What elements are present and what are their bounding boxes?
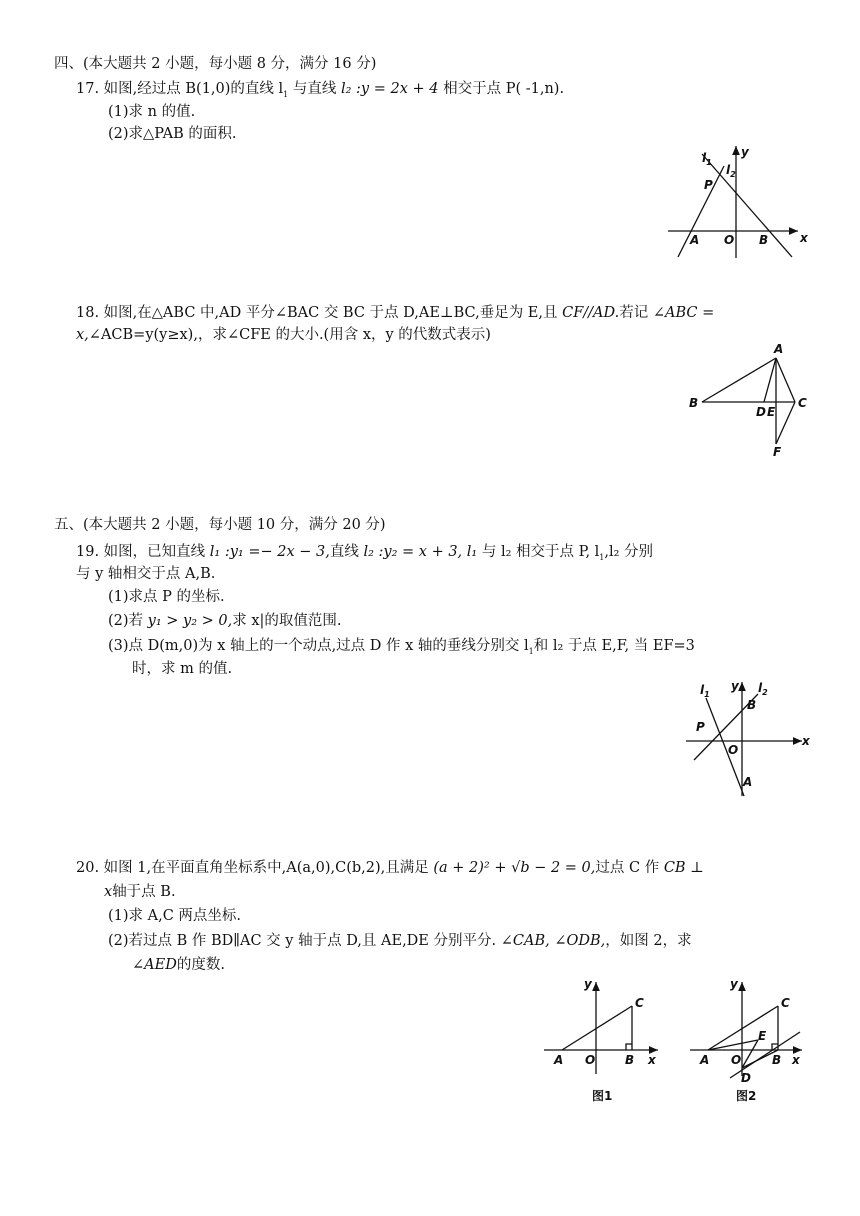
q18-stem-line2: x,∠ACB=y(y≥x),，求∠CFE 的大小.(用含 x，y 的代数式表示) bbox=[76, 327, 491, 343]
point-B-label: B bbox=[689, 396, 699, 410]
y-label: y bbox=[730, 977, 738, 991]
q19-stem-line1: 19. 如图，已知直线 l₁ :y₁ =− 2x − 3,直线 l₂ :y₂ = x + 3, l₁ 与 l₂ 相交于点 P, $l_1,l_2$ 分别 bbox=[76, 544, 654, 562]
y-label: y bbox=[731, 679, 739, 693]
figure-2-caption: 图2 bbox=[736, 1089, 757, 1103]
point-A-label: A bbox=[774, 342, 784, 356]
q19-part3-line1: (3)点 D(m,0)为 x 轴上的一个动点,过点 D 作 x 轴的垂线分别交 $l_1$和 l₂ 于点 E,F, 当 EF=3 bbox=[108, 638, 695, 656]
q17-figure bbox=[660, 140, 820, 265]
q19-part3-line2: 时，求 m 的值. bbox=[132, 661, 233, 677]
q17-part2: (2)求△PAB 的面积. bbox=[108, 126, 237, 142]
q17-part1: (1)求 n 的值. bbox=[108, 104, 196, 120]
point-B-label: B bbox=[772, 1053, 782, 1067]
point-C-label: C bbox=[781, 996, 790, 1010]
q19-part1: (1)求点 P 的坐标. bbox=[108, 589, 225, 605]
point-B-label: B bbox=[759, 233, 769, 247]
origin-label: O bbox=[728, 743, 739, 757]
x-label: x bbox=[800, 231, 808, 245]
q20-stem-line2: x轴于点 B. bbox=[104, 884, 176, 900]
origin-label: O bbox=[724, 233, 735, 247]
point-C-label: C bbox=[635, 996, 644, 1010]
point-E-label: E bbox=[767, 405, 776, 419]
q18-figure bbox=[680, 340, 820, 465]
segment-CF bbox=[776, 402, 795, 444]
q20-stem-line1: 20. 如图 1,在平面直角坐标系中,A(a,0),C(b,2),且满足 (a + 2)² + √b − 2 = 0,过点 C 作 CB ⊥ bbox=[76, 860, 704, 876]
l1-label: $l_1$ bbox=[702, 151, 712, 167]
point-E-label: E bbox=[758, 1029, 767, 1043]
line-l1 bbox=[706, 698, 744, 796]
point-D-label: D bbox=[741, 1071, 751, 1085]
l2-label: $l_2$ bbox=[758, 681, 768, 697]
section-5-header: 五、(本大题共 2 小题，每小题 10 分，满分 20 分) bbox=[54, 517, 386, 533]
segment-AC bbox=[562, 1006, 632, 1050]
x-label: x bbox=[802, 734, 810, 748]
q20-part1: (1)求 A,C 两点坐标. bbox=[108, 908, 242, 924]
l2-label: $l_2$ bbox=[726, 163, 736, 179]
q20-figure-1 bbox=[540, 974, 670, 1109]
point-A-label: A bbox=[743, 775, 753, 789]
origin-label: O bbox=[585, 1053, 596, 1067]
point-A-label: A bbox=[700, 1053, 710, 1067]
x-label: x bbox=[792, 1053, 800, 1067]
q20-part2-line1: (2)若过点 B 作 BD∥AC 交 y 轴于点 D,且 AE,DE 分别平分. ∠CAB, ∠ODB,，如图 2，求 bbox=[108, 933, 692, 949]
right-angle-mark bbox=[626, 1044, 632, 1050]
point-C-label: C bbox=[798, 396, 807, 410]
point-D-label: D bbox=[756, 405, 766, 419]
q17-stem: 17. 如图,经过点 B(1,0)的直线 $l_1$ 与直线 l₂ :y = 2x + 4 相交于点 P( -1,n). bbox=[76, 81, 565, 99]
point-A-label: A bbox=[690, 233, 700, 247]
q20-figure-2 bbox=[686, 974, 816, 1109]
y-label: y bbox=[584, 977, 592, 991]
point-F-label: F bbox=[773, 445, 782, 459]
q19-part2: (2)若 y₁ > y₂ > 0,求 x|的取值范围. bbox=[108, 613, 342, 629]
q18-stem-line1: 18. 如图,在△ABC 中,AD 平分∠BAC 交 BC 于点 D,AE⊥BC,垂足为 E,且 CF//AD.若记 ∠ABC = bbox=[76, 305, 715, 321]
point-P-label: P bbox=[696, 720, 705, 734]
point-P-label: P bbox=[704, 178, 713, 192]
y-label: y bbox=[741, 145, 749, 159]
q20-part2-line2: ∠AED的度数. bbox=[132, 957, 225, 973]
point-B-label: B bbox=[747, 698, 757, 712]
point-B-label: B bbox=[625, 1053, 635, 1067]
x-label: x bbox=[648, 1053, 656, 1067]
section-4-header: 四、(本大题共 2 小题，每小题 8 分，满分 16 分) bbox=[54, 56, 377, 72]
figure-1-caption: 图1 bbox=[592, 1089, 613, 1103]
q19-figure bbox=[680, 676, 820, 801]
line-l2 bbox=[678, 166, 724, 257]
segment-AC bbox=[776, 358, 795, 402]
origin-label: O bbox=[731, 1053, 742, 1067]
segment-BA bbox=[702, 358, 776, 402]
line-l1 bbox=[702, 154, 792, 257]
q19-stem-line2: 与 y 轴相交于点 A,B. bbox=[76, 566, 216, 582]
l1-label: $l_1$ bbox=[700, 683, 710, 699]
point-A-label: A bbox=[554, 1053, 564, 1067]
